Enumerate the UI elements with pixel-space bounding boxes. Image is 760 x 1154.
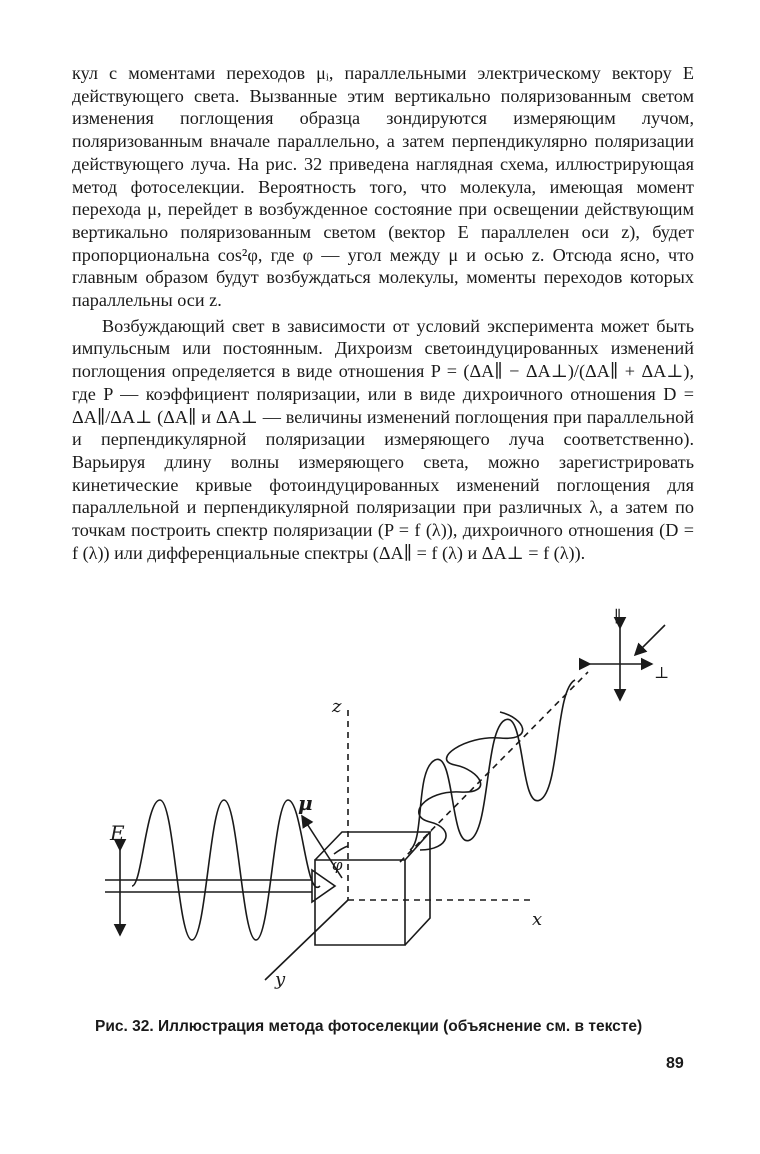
label-z: z — [332, 696, 342, 717]
text-body — [72, 62, 694, 564]
label-x: x — [532, 909, 543, 930]
probe-wave-vertical — [410, 680, 575, 850]
y-axis — [265, 900, 348, 980]
paragraph-1: кул с моментами переходов μᵢ, параллельными электрическому вектору E действующего света. Вызванные этим вертикально поляризованным светом изменения поглощения образца зондируются измеряющим лучом, поляризованным вначале параллельно, а затем перпендикулярно поляризации действующего луча. На рис. 32 приведена наглядная схема, иллюстрирующая метод фотоселекции. Вероятность того, что молекула, имеющая момент перехода μ, перейдет в возбужденное состояние при освещении действующим вертикально поляризованным светом (вектор E параллелен оси z), будет пропорциональна cos²φ, где φ — угол между μ и осью z. Отсюда ясно, что главным образом будут возбуждаться молекулы, моменты переходов которых параллельны оси z. — [72, 63, 694, 311]
photoselection-diagram — [80, 600, 700, 1010]
figure-caption: Рис. 32. Иллюстрация метода фотоселекции (объяснение см. в тексте) — [95, 1018, 643, 1035]
label-e: E — [110, 821, 125, 845]
label-phi: φ — [332, 856, 343, 874]
label-perpendicular: ⊥ — [654, 663, 670, 682]
label-y: y — [275, 969, 286, 990]
page-number: 89 — [666, 1055, 684, 1072]
label-parallel: ∥ — [614, 607, 622, 626]
paragraph-2: Возбуждающий свет в зависимости от условий эксперимента может быть импульсным или постоянным. Дихроизм светоиндуцированных изменений поглощения определяется в виде отношения P = (ΔA∥ − ΔA⊥)/(ΔA∥ + ΔA⊥), где P — коэффициент поляризации, или в виде дихроичного отношения D = ΔA∥/ΔA⊥ (ΔA∥ и ΔA⊥ — величины изменений поглощения при параллельной и перпендикулярной поляризации измеряющего луча соответственно). Варьируя длину волны измеряющего света, можно зарегистрировать кинетические кривые фотоиндуцированных изменений поглощения для параллельной и перпендикулярной поляризации при различных λ, а затем по точкам построить спектр поляризации (P = f (λ)), дихроичного отношения (D = f (λ)) или дифференциальные спектры (ΔA∥ = f (λ) и ΔA⊥ = f (λ)). — [72, 315, 694, 563]
probe-direction-arrow — [635, 625, 665, 655]
label-mu: μ — [298, 791, 313, 815]
probe-wave-horizontal — [419, 712, 523, 850]
exciting-wave — [132, 800, 320, 940]
sample-cube — [315, 860, 405, 945]
angle-phi-arc — [334, 846, 348, 854]
figure-photoselection — [80, 600, 700, 1010]
